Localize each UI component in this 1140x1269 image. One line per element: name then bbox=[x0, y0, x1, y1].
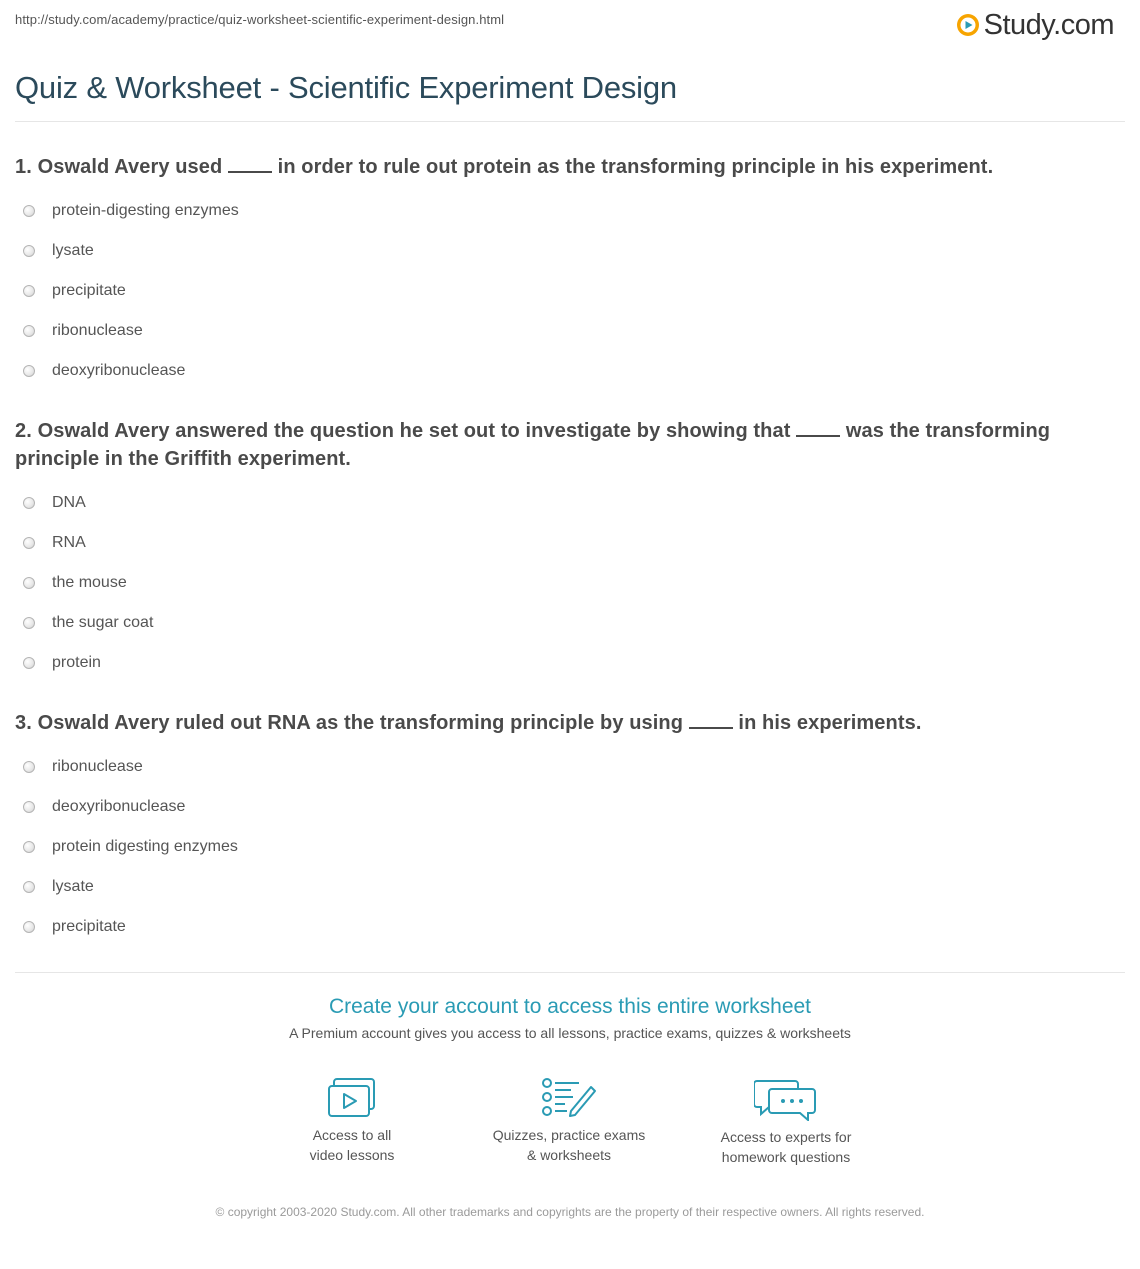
answer-option[interactable]: DNA bbox=[15, 483, 1115, 523]
radio-button-icon[interactable] bbox=[23, 921, 35, 933]
logo-text: Study.com bbox=[983, 8, 1114, 41]
radio-button-icon[interactable] bbox=[23, 761, 35, 773]
question-2 bbox=[15, 417, 1115, 683]
premium-features bbox=[0, 1077, 1140, 1177]
copyright-notice: © copyright 2003-2020 Study.com. All other trademarks and copyrights are the property of their respective owners. All rights reserved. bbox=[215, 1205, 925, 1219]
answer-option[interactable]: the mouse bbox=[15, 563, 1115, 603]
feature-quizzes bbox=[469, 1077, 669, 1165]
radio-button-icon[interactable] bbox=[23, 537, 35, 549]
radio-button-icon[interactable] bbox=[23, 617, 35, 629]
answer-option[interactable]: RNA bbox=[15, 523, 1115, 563]
radio-button-icon[interactable] bbox=[23, 841, 35, 853]
chat-bubbles-icon bbox=[754, 1077, 818, 1121]
answer-option[interactable]: precipitate bbox=[15, 271, 1115, 311]
top-bar bbox=[0, 0, 1140, 44]
content-divider bbox=[15, 972, 1125, 973]
radio-button-icon[interactable] bbox=[23, 325, 35, 337]
answer-blank bbox=[689, 711, 733, 729]
answer-option[interactable]: protein digesting enzymes bbox=[15, 827, 1115, 867]
signup-cta bbox=[0, 995, 1140, 1041]
radio-button-icon[interactable] bbox=[23, 205, 35, 217]
answer-option[interactable]: the sugar coat bbox=[15, 603, 1115, 643]
feature-video-lessons bbox=[252, 1077, 452, 1165]
answer-option[interactable]: precipitate bbox=[15, 907, 1115, 947]
question-1 bbox=[15, 153, 1115, 391]
cta-title-link[interactable]: Create your account to access this entire worksheet bbox=[328, 995, 812, 1018]
answer-choices bbox=[15, 747, 1115, 947]
page-title: Quiz & Worksheet - Scientific Experiment Design bbox=[15, 70, 677, 105]
answer-choices bbox=[15, 191, 1115, 391]
title-divider bbox=[15, 121, 1125, 122]
feature-experts bbox=[686, 1077, 886, 1167]
question-text: 1. Oswald Avery used in order to rule out protein as the transforming principle in his experiment. bbox=[15, 156, 994, 178]
cta-subtitle: A Premium account gives you access to all lessons, practice exams, quizzes & worksheets bbox=[289, 1025, 851, 1041]
study-com-logo[interactable] bbox=[956, 8, 1114, 42]
answer-choices bbox=[15, 483, 1115, 683]
feature-label: Access to all video lessons bbox=[309, 1127, 395, 1163]
question-text: 2. Oswald Avery answered the question he set out to investigate by showing that was the transforming principle in the Griffith experiment. bbox=[15, 420, 1051, 470]
answer-option[interactable]: lysate bbox=[15, 231, 1115, 271]
radio-button-icon[interactable] bbox=[23, 657, 35, 669]
play-logo-icon bbox=[956, 13, 980, 37]
radio-button-icon[interactable] bbox=[23, 245, 35, 257]
quiz-checklist-icon bbox=[541, 1077, 597, 1119]
radio-button-icon[interactable] bbox=[23, 365, 35, 377]
answer-blank bbox=[796, 419, 840, 437]
answer-option[interactable]: deoxyribonuclease bbox=[15, 351, 1115, 391]
radio-button-icon[interactable] bbox=[23, 801, 35, 813]
answer-option[interactable]: lysate bbox=[15, 867, 1115, 907]
radio-button-icon[interactable] bbox=[23, 497, 35, 509]
feature-label: Access to experts for homework questions bbox=[720, 1129, 852, 1165]
question-text: 3. Oswald Avery ruled out RNA as the transforming principle by using in his experiments. bbox=[15, 712, 922, 734]
answer-option[interactable]: ribonuclease bbox=[15, 747, 1115, 787]
answer-option[interactable]: ribonuclease bbox=[15, 311, 1115, 351]
video-lessons-icon bbox=[326, 1077, 378, 1119]
page-url[interactable]: http://study.com/academy/practice/quiz-worksheet-scientific-experiment-design.html bbox=[15, 12, 505, 27]
answer-option[interactable]: deoxyribonuclease bbox=[15, 787, 1115, 827]
radio-button-icon[interactable] bbox=[23, 285, 35, 297]
answer-blank bbox=[228, 155, 272, 173]
radio-button-icon[interactable] bbox=[23, 577, 35, 589]
feature-label: Quizzes, practice exams & worksheets bbox=[492, 1127, 646, 1163]
question-3 bbox=[15, 709, 1115, 947]
answer-option[interactable]: protein-digesting enzymes bbox=[15, 191, 1115, 231]
radio-button-icon[interactable] bbox=[23, 881, 35, 893]
answer-option[interactable]: protein bbox=[15, 643, 1115, 683]
